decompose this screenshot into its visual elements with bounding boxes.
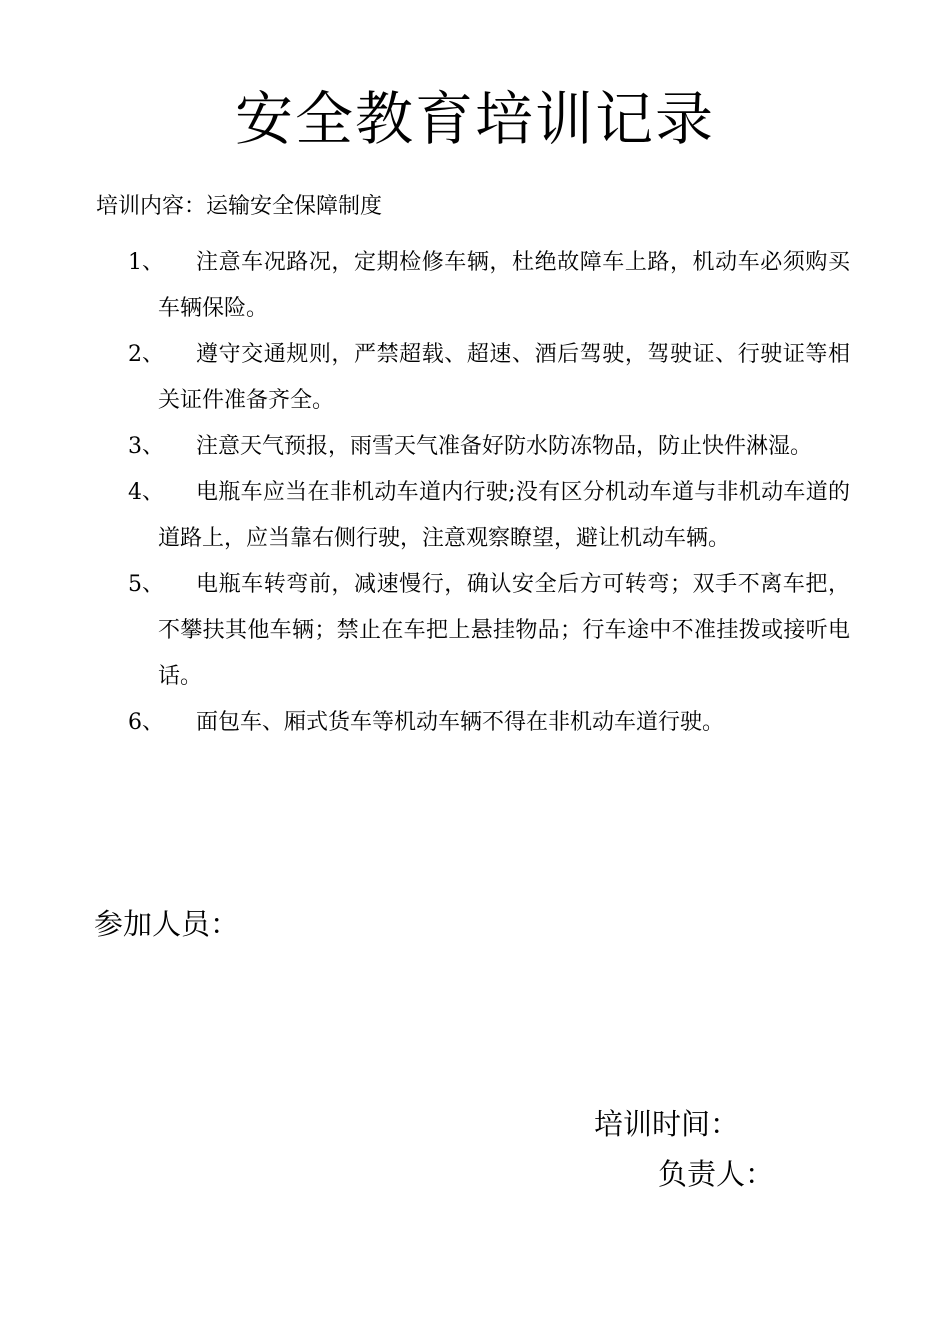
item-number: 3、 — [128, 434, 164, 459]
item-number: 6、 — [128, 710, 164, 735]
item-text: 遵守交通规则，严禁超载、超速、酒后驾驶，驾驶证、行驶证等相关证件准备齐全。 — [158, 342, 850, 413]
item-text: 电瓶车转弯前，减速慢行，确认安全后方可转弯；双手不离车把，不攀扶其他车辆；禁止在车把上悬挂物品；行车途中不准挂拨或接听电话。 — [158, 572, 850, 689]
training-item-2 — [128, 332, 850, 424]
responsible-person-label: 负责人： — [658, 1157, 775, 1191]
training-item-list — [128, 240, 850, 746]
item-text: 注意车况路况，定期检修车辆，杜绝故障车上路，机动车必须购买车辆保险。 — [158, 250, 850, 321]
document-title: 安全教育培训记录 — [234, 85, 715, 153]
training-item-1 — [128, 240, 850, 332]
item-number: 5、 — [128, 572, 164, 597]
item-number: 2、 — [128, 342, 164, 367]
training-item-3 — [128, 424, 850, 470]
training-time-label: 培训时间： — [594, 1107, 740, 1141]
item-text: 注意天气预报，雨雪天气准备好防水防冻物品，防止快件淋湿。 — [196, 434, 813, 459]
item-text: 电瓶车应当在非机动车道内行驶;没有区分机动车道与非机动车道的道路上，应当靠右侧行驶，注意观察瞭望，避让机动车辆。 — [158, 480, 850, 551]
item-text: 面包车、厢式货车等机动车辆不得在非机动车道行驶。 — [196, 710, 725, 735]
participants-label: 参加人员： — [94, 907, 240, 941]
training-item-6 — [128, 700, 850, 746]
item-number: 1、 — [128, 250, 164, 275]
training-subject: 培训内容：运输安全保障制度 — [96, 194, 383, 219]
training-item-5 — [128, 562, 850, 700]
item-number: 4、 — [128, 480, 164, 505]
training-item-4 — [128, 470, 850, 562]
